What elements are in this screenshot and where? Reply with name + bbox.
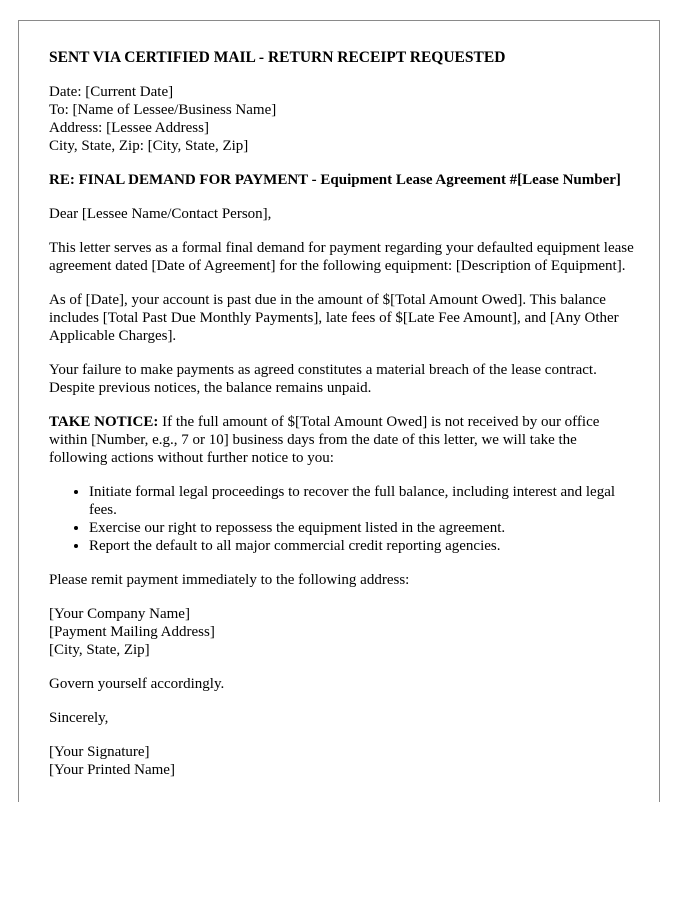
action-item-repossess: • Exercise our right to repossess the equipment listed in the agreement. bbox=[89, 519, 637, 537]
signature-block bbox=[49, 743, 637, 779]
action-item-legal: • Initiate formal legal proceedings to recover the full balance, including interest and legal fees. bbox=[89, 483, 637, 519]
paragraph-past-due: As of [Date], your account is past due in the amount of $[Total Amount Owed]. This balance includes [Total Past Due Monthly Payments], late fees of $[Late Fee Amount], and [Any Other Applicable Charges]. bbox=[49, 292, 619, 344]
remit-city-state-zip: [City, State, Zip] bbox=[49, 642, 150, 658]
notice-paragraph bbox=[49, 413, 637, 467]
salutation: Dear [Lessee Name/Contact Person], bbox=[49, 206, 272, 222]
remit-company-name: [Your Company Name] bbox=[49, 606, 190, 622]
notice-text: If the full amount of $[Total Amount Owed] is not received by our office within [Number, e.g., 7 or 10] business days from the date of this letter, we will take the following actions without further notice to you: bbox=[49, 414, 600, 466]
notice-label: TAKE NOTICE: bbox=[49, 414, 159, 430]
date-line: Date: [Current Date] bbox=[49, 84, 174, 100]
signature-line: [Your Signature] bbox=[49, 744, 150, 760]
printed-name-line: [Your Printed Name] bbox=[49, 762, 175, 778]
to-line: To: [Name of Lessee/Business Name] bbox=[49, 102, 277, 118]
paragraph-breach: Your failure to make payments as agreed constitutes a material breach of the lease contract. Despite previous notices, the balance remains unpaid. bbox=[49, 362, 597, 396]
recipient-address-block bbox=[49, 83, 637, 155]
action-item-credit-report: • Report the default to all major commercial credit reporting agencies. bbox=[89, 537, 637, 555]
address-line: Address: [Lessee Address] bbox=[49, 120, 209, 136]
paragraph-demand: This letter serves as a formal final demand for payment regarding your defaulted equipment lease agreement dated [Date of Agreement] for the following equipment: [Description of Equipment]. bbox=[49, 240, 634, 274]
closing-remark: Govern yourself accordingly. bbox=[49, 676, 225, 692]
remit-address-block bbox=[49, 605, 637, 659]
sign-off: Sincerely, bbox=[49, 710, 109, 726]
mail-header: SENT VIA CERTIFIED MAIL - RETURN RECEIPT REQUESTED bbox=[49, 49, 506, 66]
actions-list bbox=[49, 483, 637, 555]
remit-mailing-address: [Payment Mailing Address] bbox=[49, 624, 215, 640]
city-state-zip-line: City, State, Zip: [City, State, Zip] bbox=[49, 138, 249, 154]
subject-line: RE: FINAL DEMAND FOR PAYMENT - Equipment Lease Agreement #[Lease Number] bbox=[49, 172, 621, 188]
remit-instruction: Please remit payment immediately to the following address: bbox=[49, 572, 410, 588]
letter-content bbox=[49, 49, 637, 795]
letter-page bbox=[18, 20, 660, 802]
